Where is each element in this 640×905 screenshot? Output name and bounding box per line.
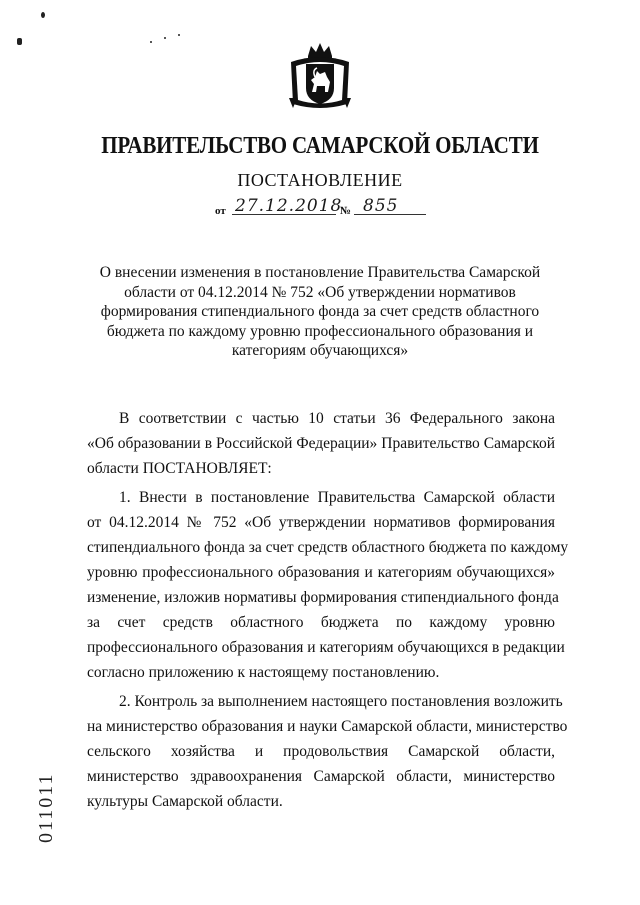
subject-line: О внесении изменения в постановление Правительства Самарской bbox=[99, 264, 541, 281]
subject-line: бюджета по каждому уровню профессионального образования и bbox=[106, 322, 534, 340]
scan-speck bbox=[41, 12, 45, 18]
scan-speck bbox=[178, 34, 180, 36]
subject-line: формирования стипендиального фонда за счет средств областного bbox=[100, 303, 540, 320]
body-line: В соответствии с частью 10 статьи 36 Федерального закона bbox=[119, 410, 555, 427]
body-line: на министерство образования и науки Самарской области, министерство bbox=[87, 718, 568, 735]
body-line: области ПОСТАНОВЛЯЕТ: bbox=[87, 460, 272, 477]
side-registration-code: 011011 bbox=[35, 772, 57, 843]
scan-speck bbox=[150, 41, 152, 43]
body-line: сельского хозяйства и продовольствия Самарской области, bbox=[87, 743, 555, 760]
body-line: изменение, изложив нормативы формирования стипендиального фонда bbox=[87, 589, 559, 606]
government-title: ПРАВИТЕЛЬСТВО САМАРСКОЙ ОБЛАСТИ bbox=[101, 131, 539, 159]
body-line: за счет средств областного бюджета по каждому уровню bbox=[87, 614, 555, 631]
body-line: профессионального образования и категориям обучающихся в редакции bbox=[87, 639, 565, 656]
body-line: согласно приложению к настоящему постановлению. bbox=[87, 664, 440, 681]
body-line: «Об образовании в Российской Федерации» Правительство Самарской bbox=[87, 435, 555, 452]
scan-speck bbox=[164, 37, 166, 39]
body-line: министерство здравоохранения Самарской области, министерство bbox=[87, 768, 555, 785]
body-line: от 04.12.2014 № 752 «Об утверждении нормативов формирования bbox=[87, 514, 555, 531]
subject-line: области от 04.12.2014 № 752 «Об утверждении нормативов bbox=[124, 283, 516, 301]
number-prefix: № bbox=[340, 205, 352, 217]
scan-speck bbox=[17, 38, 22, 45]
body-line: стипендиального фонда за счет средств областного бюджета по каждому bbox=[87, 539, 569, 556]
date-prefix: от bbox=[215, 205, 226, 217]
document-type: ПОСТАНОВЛЕНИЕ bbox=[237, 170, 403, 190]
document-body bbox=[87, 406, 569, 814]
body-line: культуры Самарской области. bbox=[87, 793, 283, 810]
subject-line: категориям обучающихся» bbox=[231, 342, 409, 359]
body-line: 1. Внести в постановление Правительства Самарской области bbox=[119, 489, 555, 506]
body-line: 2. Контроль за выполнением настоящего постановления возложить bbox=[119, 693, 563, 710]
number-value: 855 bbox=[363, 196, 399, 216]
coat-of-arms-icon bbox=[287, 40, 353, 112]
document-subject bbox=[96, 263, 544, 361]
date-value: 27.12.2018 bbox=[235, 196, 343, 216]
date-number-line bbox=[213, 196, 433, 220]
body-line: уровню профессионального образования и категориям обучающихся» bbox=[87, 564, 555, 581]
